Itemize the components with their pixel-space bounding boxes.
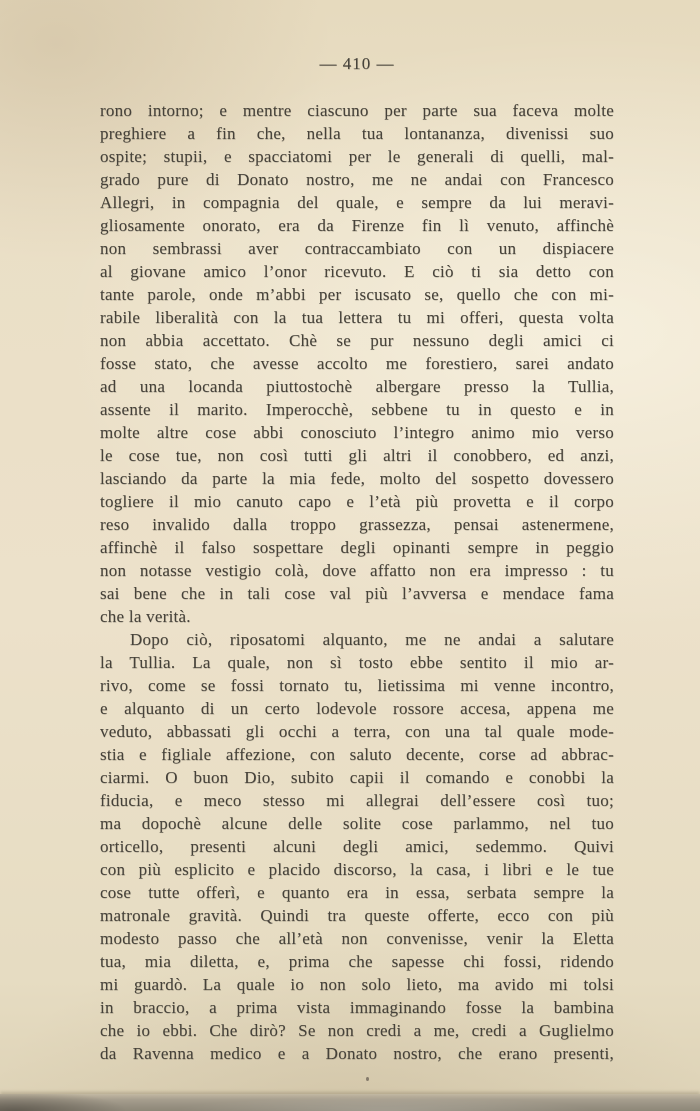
text-line: ospite; stupii, e spacciatomi per le generali di quelli, mal- (100, 147, 614, 166)
text-line: reso invalido dalla troppo grassezza, pensai astenermene, (100, 515, 614, 534)
text-line: che io ebbi. Che dirò? Se non credi a me, credi a Guglielmo (100, 1021, 614, 1040)
text-line: con più esplicito e placido discorso, la casa, i libri e le tue (100, 860, 614, 879)
text-line: orticello, presenti alcuni degli amici, sedemmo. Quivi (100, 837, 614, 856)
text-line: veduto, abbassati gli occhi a terra, con una tal quale mode- (100, 722, 614, 741)
text-line: fosse stato, che avesse accolto me forestiero, sarei andato (100, 354, 614, 373)
text-line: mi guardò. La quale io non solo lieto, ma avido mi tolsi (100, 975, 614, 994)
text-line: ma dopochè alcune delle solite cose parlammo, nel tuo (100, 814, 614, 833)
text-line: in braccio, a prima vista immaginando fosse la bambina (100, 998, 614, 1017)
text-line: preghiere a fin che, nella tua lontananza, divenissi suo (100, 124, 614, 143)
text-line: ad una locanda piuttostochè albergare presso la Tullia, (100, 377, 614, 396)
text-line: rono intorno; e mentre ciascuno per parte sua faceva molte (100, 101, 614, 120)
text-line: fiducia, e meco stesso mi allegrai dell’essere così tuo; (100, 791, 614, 810)
text-line: gliosamente onorato, era da Firenze fin lì venuto, affinchè (100, 216, 614, 235)
text-line: al giovane amico l’onor ricevuto. E ciò ti sia detto con (100, 262, 614, 281)
text-line: non abbia accettato. Chè se pur nessuno degli amici ci (100, 331, 614, 350)
text-line: rabile liberalità con la tua lettera tu mi offeri, questa volta (100, 308, 614, 327)
text-line: tante parole, onde m’abbi per iscusato se, quello che con mi- (100, 285, 614, 304)
text-line: assente il marito. Imperocchè, sebbene tu in questo e in (100, 400, 614, 419)
page-number: — 410 — (319, 54, 395, 73)
text-line: modesto passo che all’età non convenisse, venir la Eletta (100, 929, 614, 948)
text-line: Allegri, in compagnia del quale, e sempre da lui meravi- (100, 193, 614, 212)
text-line: da Ravenna medico e a Donato nostro, che erano presenti, (100, 1044, 614, 1063)
text-line: che la verità. (100, 607, 191, 626)
text-line: cose tutte offerì, e quanto era in essa, serbata sempre la (100, 883, 614, 902)
text-line: e alquanto di un certo lodevole rossore accesa, appena me (100, 699, 614, 718)
text-line: lasciando da parte la mia fede, molto del sospetto dovessero (100, 469, 614, 488)
text-line: togliere il mio canuto capo e l’età più provetta e il corpo (100, 492, 614, 511)
text-line: rivo, come se fossi tornato tu, lietissima mi venne incontro, (100, 676, 614, 695)
text-line: ciarmi. O buon Dio, subito capii il comando e conobbi la (100, 768, 614, 787)
text-line: affinchè il falso sospettare degli opinanti sempre in peggio (100, 538, 614, 557)
text-line: molte altre cose abbi conosciuto l’integro animo mio verso (100, 423, 614, 442)
text-line: stia e figliale affezione, con saluto decente, corse ad abbrac- (100, 745, 614, 764)
text-line: sai bene che in tali cose val più l’avversa e mendace fama (100, 584, 614, 603)
text-line: le cose tue, non così tutti gli altri il conobbero, ed anzi, (100, 446, 614, 465)
text-line: non sembrassi aver contraccambiato con un dispiacere (100, 239, 614, 258)
page-bottom-edge (0, 1094, 700, 1111)
text-line: matronale gravità. Quindi tra queste offerte, ecco con più (100, 906, 614, 925)
text-line: la Tullia. La quale, non sì tosto ebbe sentito il mio ar- (100, 653, 614, 672)
text-line: non notasse vestigio colà, dove affatto non era impresso : tu (100, 561, 614, 580)
page-text (100, 99, 614, 1065)
text-line: grado pure di Donato nostro, me ne andai con Francesco (100, 170, 614, 189)
text-line: tua, mia diletta, e, prima che sapesse chi fossi, ridendo (100, 952, 614, 971)
text-line: Dopo ciò, riposatomi alquanto, me ne andai a salutare (130, 630, 614, 649)
ink-speck (366, 1077, 369, 1081)
